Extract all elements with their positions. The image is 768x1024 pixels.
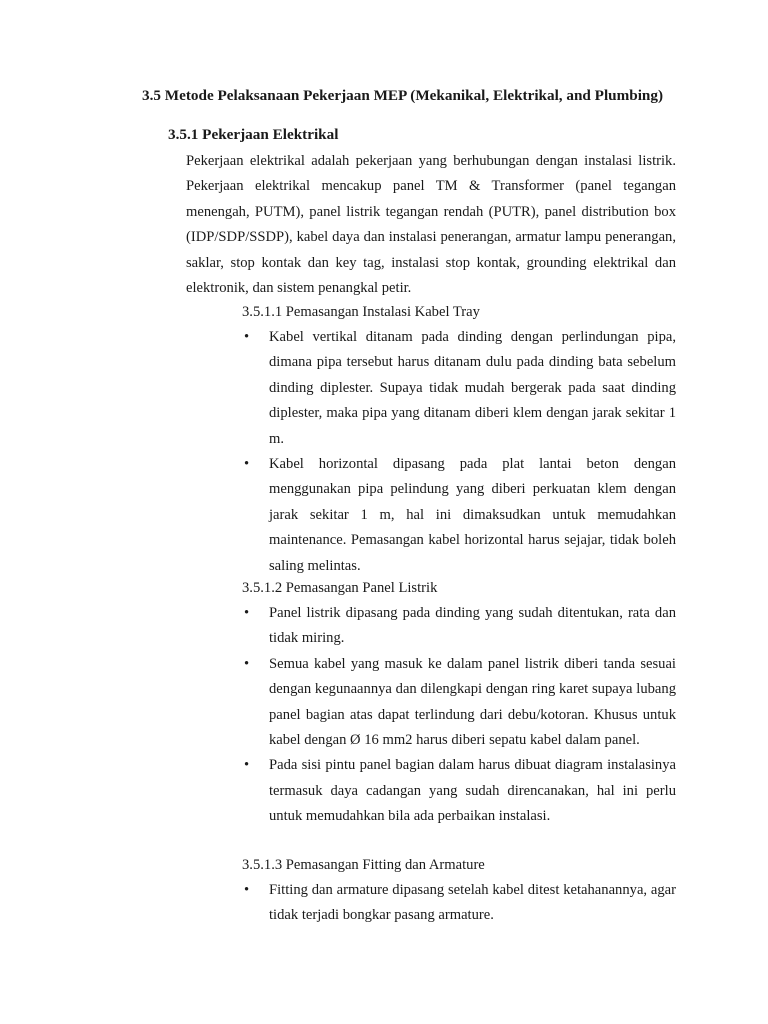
subsubsection-title: 3.5.1.3 Pemasangan Fitting dan Armature	[242, 857, 485, 873]
list-item	[242, 325, 676, 452]
bullet-icon: •	[244, 757, 250, 774]
list-item-text: Semua kabel yang masuk ke dalam panel listrik diberi tanda sesuai dengan kegunaannya dan dilengkapi dengan ring karet supaya lubang panel bagian atas dapat terlindung dari debu/kotoran. Khusus untuk kabel dengan Ø 16 mm2 harus diberi sepatu kabel dalam panel.	[269, 655, 676, 749]
section-heading: 3.5 Metode Pelaksanaan Pekerjaan MEP (Mekanikal, Elektrikal, and Plumbing)	[142, 87, 664, 104]
bullet-list	[242, 325, 676, 579]
list-item	[242, 452, 676, 579]
list-item-text: Panel listrik dipasang pada dinding yang sudah ditentukan, rata dan tidak miring.	[269, 605, 676, 647]
list-item-text: Kabel horizontal dipasang pada plat lantai beton dengan menggunakan pipa pelindung yang diberi perkuatan klem dengan jarak sekitar 1 m, hal ini dimaksudkan untuk memudahkan maintenance. Pemasangan kabel horizontal harus sejajar, tidak boleh saling melintas.	[269, 456, 676, 574]
bullet-list	[242, 601, 676, 830]
bullet-icon: •	[244, 329, 250, 345]
bullet-icon: •	[244, 882, 250, 898]
list-item	[242, 753, 676, 829]
bullet-icon: •	[244, 655, 250, 672]
subsection-heading: 3.5.1 Pekerjaan Elektrikal	[168, 126, 339, 143]
bullet-icon: •	[244, 605, 250, 621]
subsubsection-title: 3.5.1.1 Pemasangan Instalasi Kabel Tray	[242, 304, 480, 320]
list-item	[242, 601, 676, 652]
list-item-text: Fitting dan armature dipasang setelah kabel ditest ketahanannya, agar tidak terjadi bongkar pasang armature.	[269, 882, 676, 924]
subsubsection-title: 3.5.1.2 Pemasangan Panel Listrik	[242, 580, 438, 596]
list-item	[242, 878, 676, 929]
bullet-icon: •	[244, 456, 250, 473]
list-item	[242, 652, 676, 754]
intro-paragraph: Pekerjaan elektrikal adalah pekerjaan yang berhubungan dengan instalasi listrik. Pekerjaan elektrikal mencakup panel TM & Transformer (panel tegangan menengah, PUTM), panel listrik tegangan rendah (PUTR), panel distribution box (IDP/SDP/SSDP), kabel daya dan instalasi penerangan, armatur lampu penerangan, saklar, stop kontak dan key tag, instalasi stop kontak, grounding elektrikal dan elektronik, dan sistem penangkal petir.	[186, 153, 676, 297]
list-item-text: Kabel vertikal ditanam pada dinding dengan perlindungan pipa, dimana pipa tersebut harus ditanam dulu pada dinding bata sebelum dinding diplester. Supaya tidak mudah bergerak pada saat dinding diplester, maka pipa yang ditanam diberi klem dengan jarak sekitar 1 m.	[269, 329, 676, 447]
list-item-text: Pada sisi pintu panel bagian dalam harus dibuat diagram instalasinya termasuk daya cadangan yang sudah direncanakan, hal ini perlu untuk memudahkan bila ada perbaikan instalasi.	[269, 757, 676, 825]
bullet-list	[242, 878, 676, 929]
